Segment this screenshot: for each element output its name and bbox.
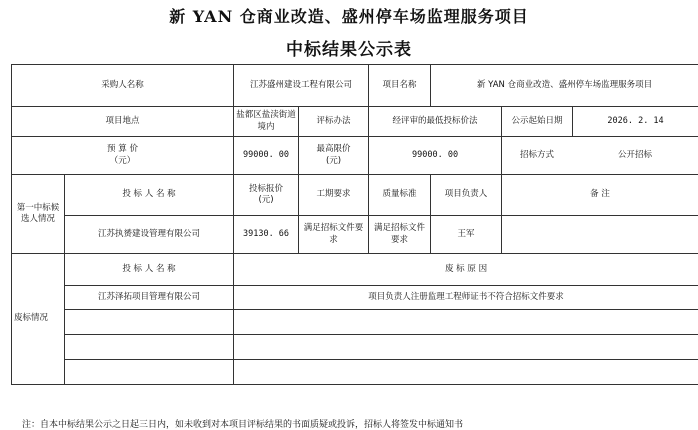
publish-date-value: 2026. 2. 14 [573,107,698,136]
max-price-value: 99000. 00 [369,137,502,175]
winner-quality-header: 质量标准 [369,175,431,216]
bid-method-cell [502,137,698,175]
eval-method-value: 经评审的最低投标价法 [369,107,502,137]
rejected-section-label: 废标情况 [12,254,65,385]
row-purchaser [12,65,698,107]
rejected-reason: 项目负责人注册监理工程师证书不符合招标文件要求 [234,286,698,310]
purchaser-label: 采购人名称 [12,65,234,107]
rejected-bidder-header: 投 标 人 名 称 [65,254,234,286]
winner-bidder-header: 投 标 人 名 称 [65,175,234,216]
winner-price-header: 投标报价 (元) [234,175,299,216]
rejected-header-row [12,254,698,286]
purchaser-value: 江苏盛州建设工程有限公司 [234,65,369,107]
winner-price: 39130. 66 [234,216,299,254]
rejected-bidder-empty [65,360,234,385]
footnote: 注：自本中标结果公示之日起三日内，如未收到对本项目评标结果的书面质疑或投诉，招标人将签发中标通知书 [22,417,463,430]
winner-section-label: 第一中标候选人情况 [12,175,65,254]
row-budget [12,137,698,175]
publish-date-cell [502,107,698,137]
rejected-bidder [65,335,234,360]
document-subtitle: 中标结果公示表 [0,35,698,60]
winner-header-row [12,175,698,216]
rejected-row-empty [12,360,698,385]
publish-date-label: 公示起始日期 [502,107,573,136]
result-table [11,64,698,385]
bid-method-value: 公开招标 [572,137,698,174]
max-price-label: 最高限价 (元) [299,137,369,175]
winner-row [12,216,698,254]
winner-manager: 王军 [431,216,502,254]
rejected-reason-header: 废 标 原 因 [234,254,698,286]
winner-remark-header: 备 注 [502,175,698,216]
location-value: 盐都区盐渎街道境内 [234,107,299,137]
rejected-bidder: 江苏泽拓项目管理有限公司 [65,286,234,310]
bid-method-label: 招标方式 [502,137,572,174]
rejected-reason [234,335,698,360]
winner-manager-header: 项目负责人 [431,175,502,216]
project-name-value: 新 YAN 仓商业改造、盛州停车场监理服务项目 [431,65,698,107]
winner-duration-header: 工期要求 [299,175,369,216]
rejected-reason [234,310,698,335]
rejected-row [12,286,698,310]
budget-label: 预 算 价 （元） [12,137,234,175]
eval-method-label: 评标办法 [299,107,369,137]
winner-quality: 满足招标文件要求 [369,216,431,254]
rejected-reason-empty [234,360,698,385]
rejected-row [12,335,698,360]
budget-value: 99000. 00 [234,137,299,175]
row-location [12,107,698,137]
rejected-bidder [65,310,234,335]
rejected-row [12,310,698,335]
project-name-label: 项目名称 [369,65,431,107]
winner-remark [502,216,698,254]
winner-duration: 满足招标文件要求 [299,216,369,254]
winner-bidder: 江苏执赟建设管理有限公司 [65,216,234,254]
location-label: 项目地点 [12,107,234,137]
document-title: 新 YAN 仓商业改造、盛州停车场监理服务项目 [0,4,698,27]
